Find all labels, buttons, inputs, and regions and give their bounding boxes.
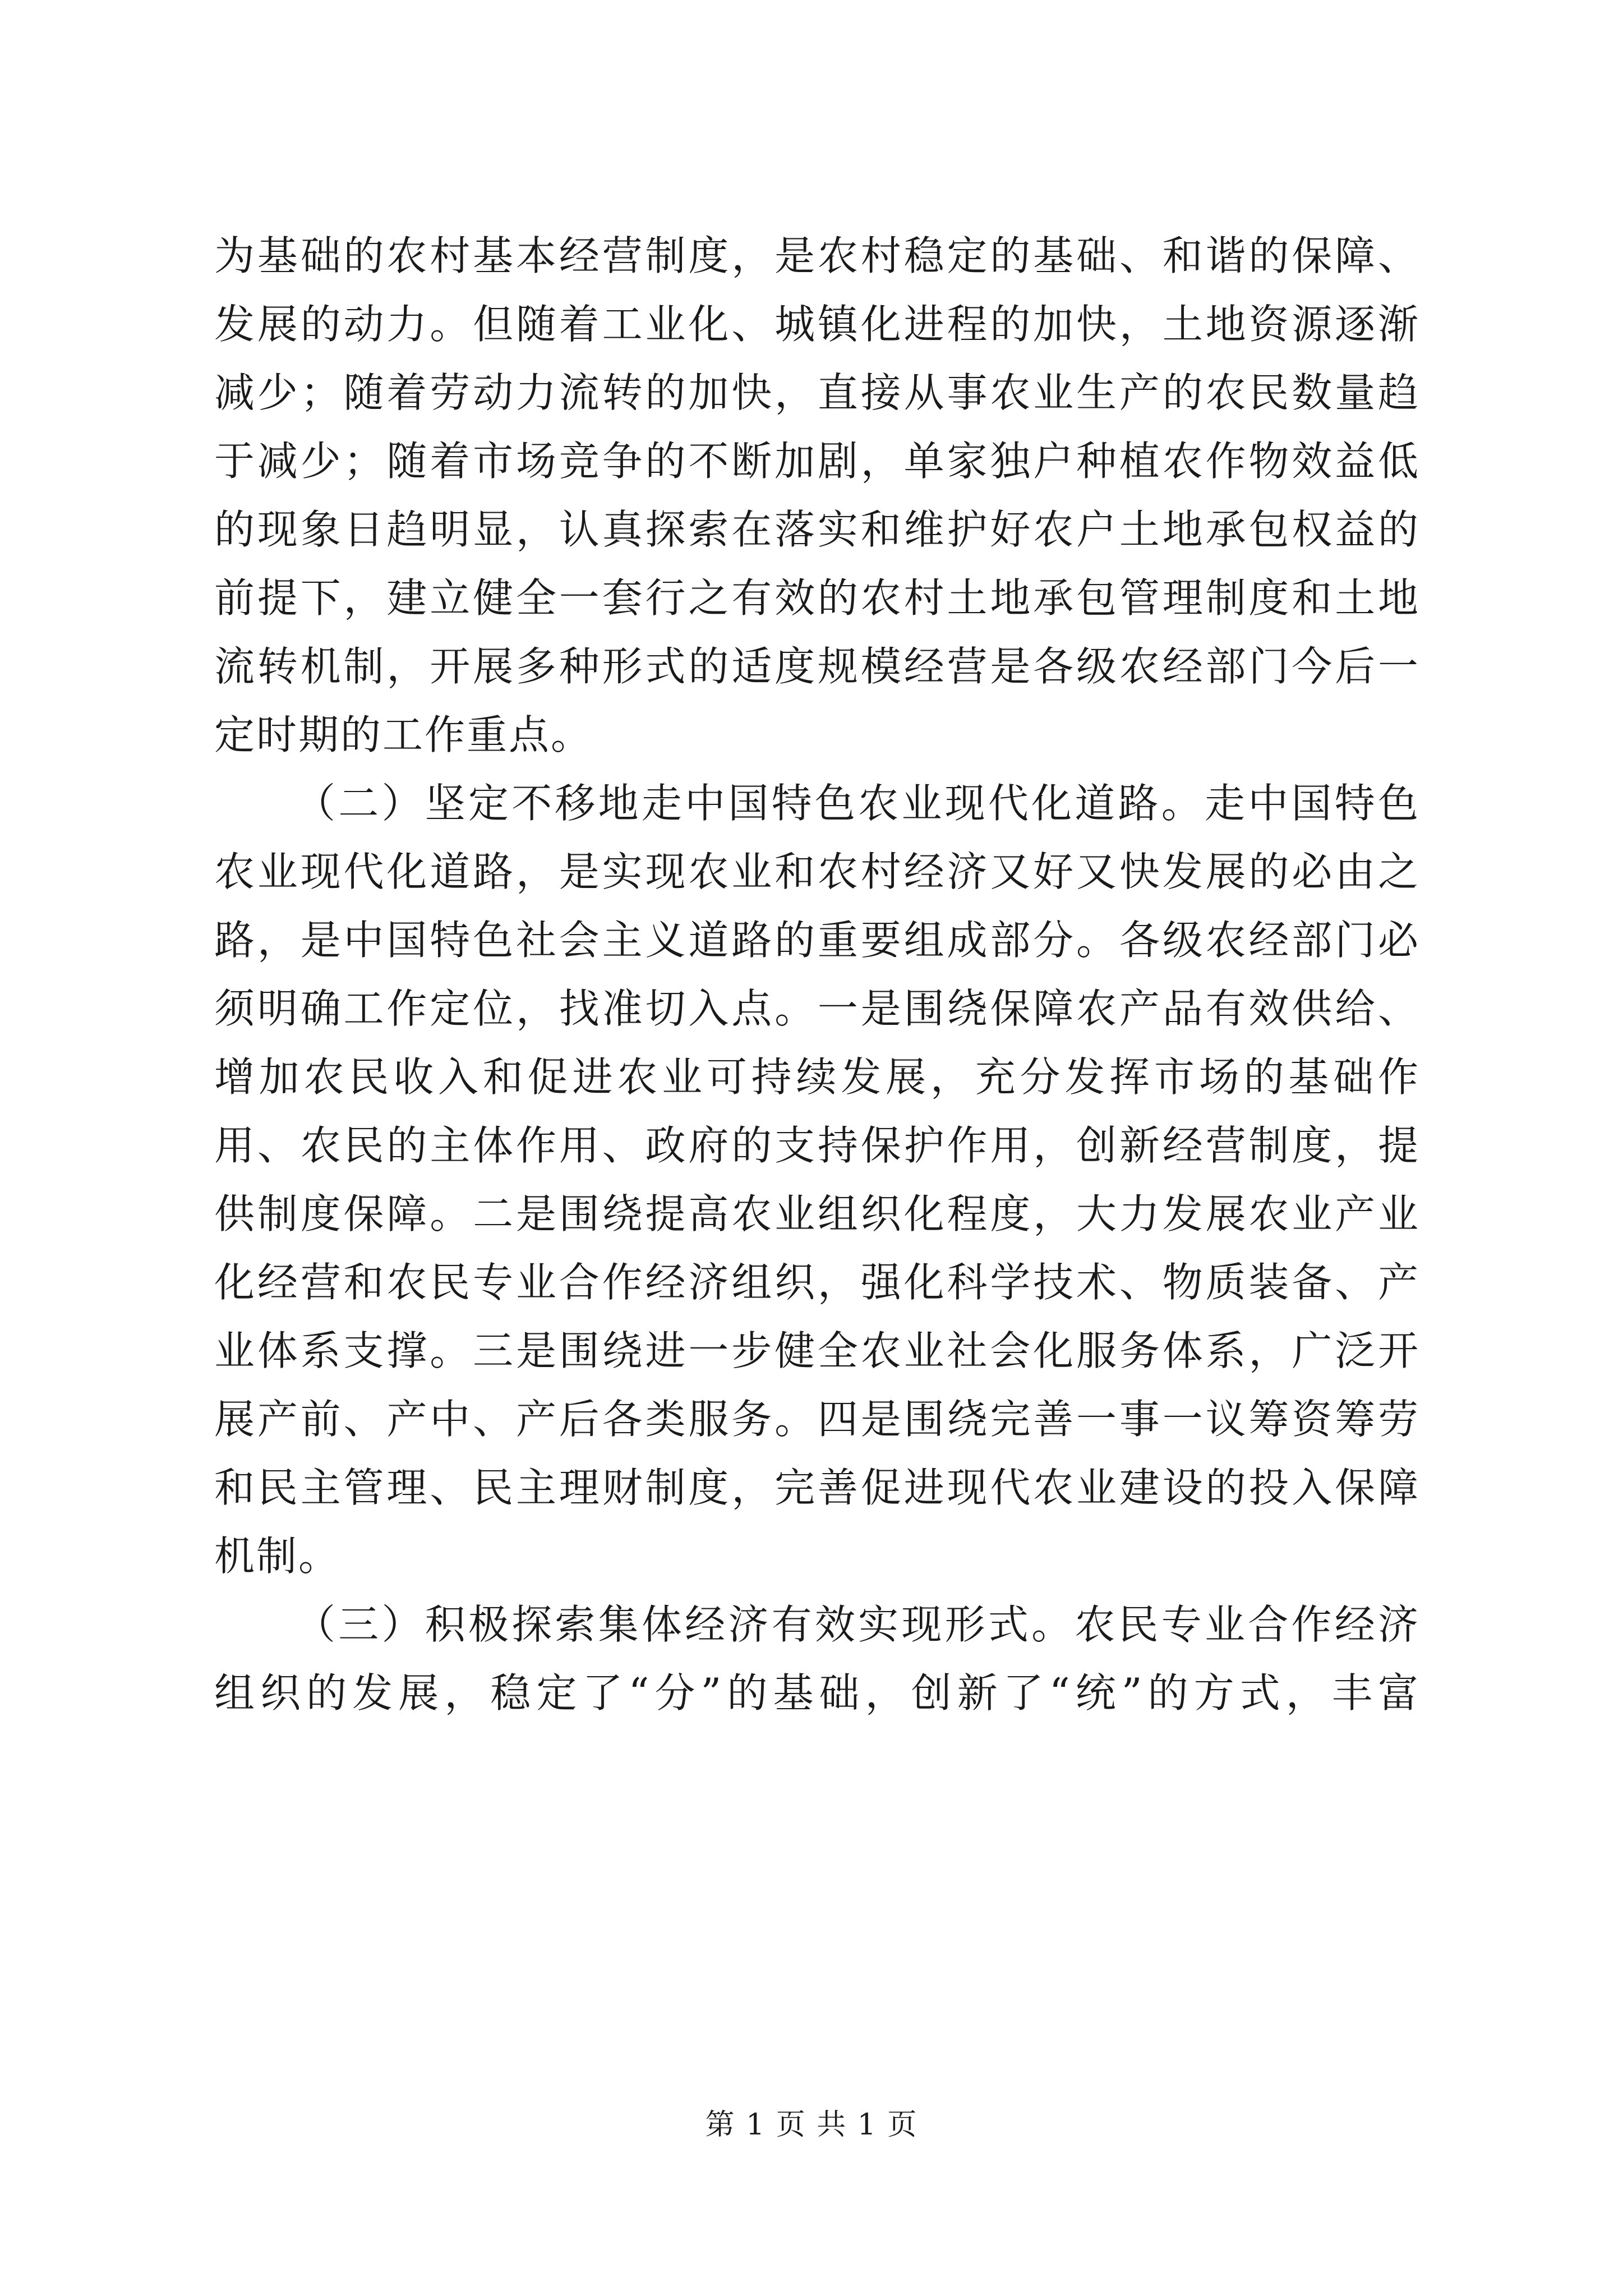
- paragraph-section-two: （二）坚定不移地走中国特色农业现代化道路。走中国特色农业现代化道路，是实现农业和农村经济又好又快发展的必由之路，是中国特色社会主义道路的重要组成部分。各级农经部门必须明确工作定位，找准切入点。一是围绕保障农产品有效供给、增加农民收入和促进农业可持续发展，充分发挥市场的基础作用、农民的主体作用、政府的支持保护作用，创新经营制度，提供制度保障。二是围绕提高农业组织化程度，大力发展农业产业化经营和农民专业合作经济组织，强化科学技术、物质装备、产业体系支撑。三是围绕进一步健全农业社会化服务体系，广泛开展产前、产中、产后各类服务。四是围绕完善一事一议筹资筹劳和民主管理、民主理财制度，完善促进现代农业建设的投入保障机制。: [214, 780, 1420, 1580]
- document-body: [214, 222, 1420, 1727]
- page-number-footer: 第 1 页 共 1 页: [705, 2108, 918, 2142]
- paragraph-continuation: 为基础的农村基本经营制度，是农村稳定的基础、和谐的保障、发展的动力。但随着工业化、城镇化进程的加快，土地资源逐渐减少；随着劳动力流转的加快，直接从事农业生产的农民数量趋于减少；随着市场竞争的不断加剧，单家独户种植农作物效益低的现象日趋明显，认真探索在落实和维护好农户土地承包权益的前提下，建立健全一套行之有效的农村土地承包管理制度和土地流转机制，开展多种形式的适度规模经营是各级农经部门今后一定时期的工作重点。: [214, 232, 1420, 758]
- paragraph-section-three: （三）积极探索集体经济有效实现形式。农民专业合作经济组织的发展，稳定了“分”的基础，创新了“统”的方式，丰富: [214, 1601, 1420, 1717]
